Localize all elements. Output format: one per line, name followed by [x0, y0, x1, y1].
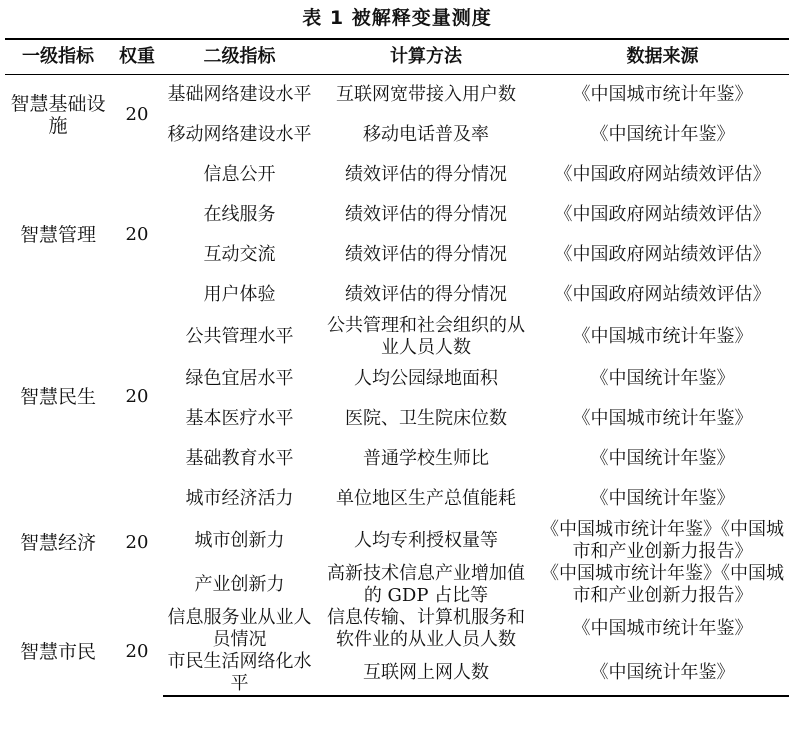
method-cell: 互联网宽带接入用户数	[336, 84, 516, 105]
method-cell: 移动电话普及率	[363, 124, 489, 145]
header-row	[5, 39, 789, 75]
weight-cell: 20	[125, 532, 149, 553]
table-row	[5, 607, 789, 651]
source-cell: 《中国政府网站绩效评估》	[554, 164, 771, 185]
source-cell: 《中国统计年鉴》	[536, 651, 789, 696]
source-cell: 《中国城市统计年鉴》	[572, 618, 753, 639]
source-cell: 《中国城市统计年鉴》《中国城市和产业创新力报告》	[541, 519, 784, 562]
method-cell: 绩效评估的得分情况	[345, 164, 507, 185]
indicator-cell: 信息服务业从业人员情况	[167, 607, 312, 650]
method-cell: 普通学校生师比	[363, 448, 489, 469]
method-cell: 医院、卫生院床位数	[345, 408, 507, 429]
source-cell: 《中国统计年鉴》	[590, 124, 735, 145]
weight-cell: 20	[125, 104, 149, 125]
indicator-cell: 市民生活网络化水平	[163, 651, 316, 696]
level1-cell: 智慧基础设施	[10, 93, 106, 137]
indicator-cell: 城市创新力	[194, 530, 285, 551]
source-cell: 《中国统计年鉴》	[590, 368, 735, 389]
header-level2: 二级指标	[163, 39, 316, 75]
method-cell: 人均专利授权量等	[354, 530, 498, 551]
level1-cell: 智慧管理	[19, 224, 96, 246]
table-caption: 表 1 被解释变量测度	[302, 7, 492, 29]
method-cell: 人均公园绿地面积	[354, 368, 498, 389]
indicator-cell: 移动网络建设水平	[167, 124, 312, 145]
method-cell: 绩效评估的得分情况	[345, 204, 507, 225]
source-cell: 《中国城市统计年鉴》	[572, 326, 753, 347]
header-method: 计算方法	[316, 39, 536, 75]
source-cell: 《中国政府网站绩效评估》	[554, 244, 771, 265]
level1-cell: 智慧市民	[19, 640, 96, 663]
measurement-table	[5, 38, 789, 697]
method-cell: 信息传输、计算机服务和软件业的从业人员人数	[327, 607, 525, 650]
method-cell: 绩效评估的得分情况	[345, 244, 507, 265]
weight-cell: 20	[125, 640, 149, 662]
indicator-cell: 产业创新力	[194, 574, 285, 595]
weight-cell: 20	[125, 386, 149, 407]
source-cell: 《中国城市统计年鉴》	[572, 408, 753, 429]
source-cell: 《中国城市统计年鉴》《中国城市和产业创新力报告》	[541, 563, 784, 606]
table-row	[5, 155, 789, 195]
indicator-cell: 用户体验	[203, 284, 276, 305]
indicator-cell: 在线服务	[203, 204, 276, 225]
indicator-cell: 基础教育水平	[185, 448, 294, 469]
source-cell: 《中国城市统计年鉴》	[572, 84, 753, 105]
source-cell: 《中国政府网站绩效评估》	[554, 284, 771, 305]
table-row	[5, 315, 789, 359]
method-cell: 公共管理和社会组织的从业人员人数	[327, 315, 525, 358]
indicator-cell: 绿色宜居水平	[185, 368, 294, 389]
method-cell: 单位地区生产总值能耗	[336, 488, 516, 509]
method-cell: 绩效评估的得分情况	[345, 284, 507, 305]
source-cell: 《中国政府网站绩效评估》	[554, 204, 771, 225]
indicator-cell: 城市经济活力	[185, 488, 294, 509]
indicator-cell: 基础网络建设水平	[167, 84, 312, 105]
indicator-cell: 公共管理水平	[185, 326, 294, 347]
header-source: 数据来源	[536, 39, 789, 75]
header-weight: 权重	[111, 39, 163, 75]
table-row	[5, 75, 789, 116]
method-cell: 高新技术信息产业增加值的 GDP 占比等	[327, 563, 525, 606]
level1-cell: 智慧经济	[19, 532, 96, 554]
table-row	[5, 479, 789, 519]
source-cell: 《中国统计年鉴》	[590, 448, 735, 469]
source-cell: 《中国统计年鉴》	[590, 488, 735, 509]
header-level1: 一级指标	[5, 39, 111, 75]
level1-cell: 智慧民生	[19, 386, 96, 408]
indicator-cell: 基本医疗水平	[185, 408, 294, 429]
indicator-cell: 互动交流	[203, 244, 276, 265]
indicator-cell: 信息公开	[203, 164, 276, 185]
method-cell: 互联网上网人数	[316, 651, 536, 696]
weight-cell: 20	[125, 224, 149, 245]
